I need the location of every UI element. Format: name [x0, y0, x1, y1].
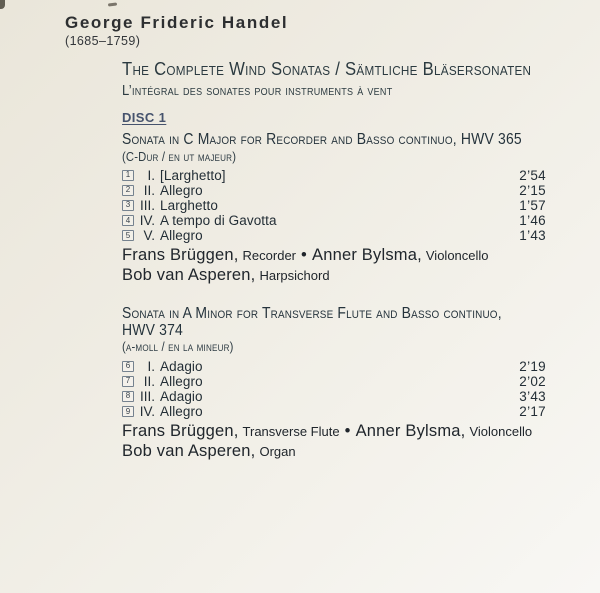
track-duration: 2’54: [519, 167, 546, 183]
track-row: [122, 404, 546, 419]
performer-name: Bob van Asperen,: [122, 441, 256, 460]
track-number: 8: [125, 391, 131, 401]
track-number: 7: [125, 376, 131, 386]
sonata-heading-line1: Sonata in A Minor for Transverse Flute and Basso continuo,: [122, 305, 502, 323]
track-number: 9: [125, 406, 131, 416]
album-title: The Complete Wind Sonatas / Sämtliche Bläsersonaten: [122, 58, 532, 79]
sonata-heading-line2: HWV 374: [122, 321, 183, 339]
track-number: 3: [125, 200, 131, 210]
composer-dates: (1685–1759): [65, 34, 141, 48]
track-number-box: [122, 230, 134, 241]
track-row: [122, 389, 546, 404]
sonata-section-c-major: [122, 132, 592, 285]
track-row: [122, 213, 546, 228]
track-duration: 1’43: [519, 228, 546, 244]
main-content: [122, 57, 592, 461]
track-number-box: [122, 376, 134, 387]
performer-role: Transverse Flute: [242, 424, 340, 440]
track-number: 1: [125, 170, 131, 180]
scan-artifact-dash: [108, 2, 117, 6]
track-row: [122, 183, 546, 198]
performer-role: Harpsichord: [259, 267, 330, 283]
track-number: 5: [125, 230, 131, 240]
performer-credits: [122, 246, 592, 285]
separator-bullet: •: [301, 246, 307, 265]
sonata-heading: Sonata in C Major for Recorder and Basso continuo, HWV 365: [122, 131, 522, 148]
track-duration: 2’15: [519, 182, 546, 198]
track-number: 2: [125, 185, 131, 195]
sonata-key-note: (a-moll / en la mineur): [122, 340, 234, 355]
performer-name: Bob van Asperen,: [122, 265, 256, 284]
movement-title: Adagio: [160, 388, 203, 404]
movement-numeral: II.: [143, 373, 155, 389]
performer-name: Frans Brüggen,: [122, 422, 239, 441]
movement-numeral: II.: [143, 182, 155, 198]
performer-role: Violoncello: [425, 248, 489, 264]
separator-bullet: •: [344, 422, 351, 441]
performer-role: Organ: [259, 443, 296, 459]
movement-numeral: I.: [147, 167, 155, 183]
track-duration: 1’46: [519, 213, 546, 229]
track-duration: 3’43: [519, 388, 546, 404]
track-number: 4: [125, 215, 131, 225]
credit-line: [122, 266, 592, 286]
movement-numeral: V.: [143, 228, 155, 244]
movement-title: A tempo di Gavotta: [160, 213, 277, 229]
performer-name: Anner Bylsma,: [355, 422, 466, 441]
movement-title: Allegro: [160, 182, 203, 198]
track-duration: 2’19: [519, 358, 546, 374]
performer-role: Violoncello: [469, 424, 533, 440]
track-duration: 1’57: [519, 197, 546, 213]
movement-title: Larghetto: [160, 197, 218, 213]
credit-line: [122, 246, 592, 266]
performer-credits: [122, 422, 592, 461]
track-number-box: [122, 200, 134, 211]
track-list: [122, 358, 546, 419]
sonata-heading: [122, 306, 592, 339]
movement-numeral: III.: [139, 388, 155, 404]
track-number-box: [122, 170, 134, 181]
sonata-key-note: (C-Dur / en ut majeur): [122, 149, 237, 164]
movement-numeral: I.: [147, 358, 155, 374]
track-number: 6: [125, 361, 131, 371]
sonata-section-a-minor: [122, 306, 592, 461]
composer-block: [65, 13, 600, 49]
track-row: [122, 228, 546, 243]
credit-line: [122, 422, 592, 442]
composer-name: George Frideric Handel: [65, 13, 289, 32]
track-number-box: [122, 215, 134, 226]
movement-title: Allegro: [160, 404, 203, 420]
performer-name: Frans Brüggen,: [122, 246, 239, 265]
track-row: [122, 374, 546, 389]
track-row: [122, 358, 546, 373]
track-number-box: [122, 406, 134, 417]
disc-label: DISC 1: [122, 110, 167, 125]
track-row: [122, 198, 546, 213]
movement-title: [Larghetto]: [160, 167, 226, 183]
credit-line: [122, 442, 592, 462]
movement-numeral: III.: [139, 197, 155, 213]
track-number-box: [122, 361, 134, 372]
movement-title: Adagio: [160, 358, 203, 374]
performer-role: Recorder: [242, 248, 296, 264]
movement-title: Allegro: [160, 373, 203, 389]
track-number-box: [122, 185, 134, 196]
track-number-box: [122, 391, 134, 402]
movement-title: Allegro: [160, 228, 203, 244]
scan-artifact-corner: [0, 0, 5, 9]
track-duration: 2’17: [519, 404, 546, 420]
track-duration: 2’02: [519, 373, 546, 389]
track-row: [122, 168, 546, 183]
movement-numeral: IV.: [139, 213, 155, 229]
movement-numeral: IV.: [139, 404, 155, 420]
performer-name: Anner Bylsma,: [311, 246, 422, 265]
album-subtitle-french: L’intégral des sonates pour instruments à vent: [122, 83, 393, 99]
track-list: [122, 168, 546, 244]
